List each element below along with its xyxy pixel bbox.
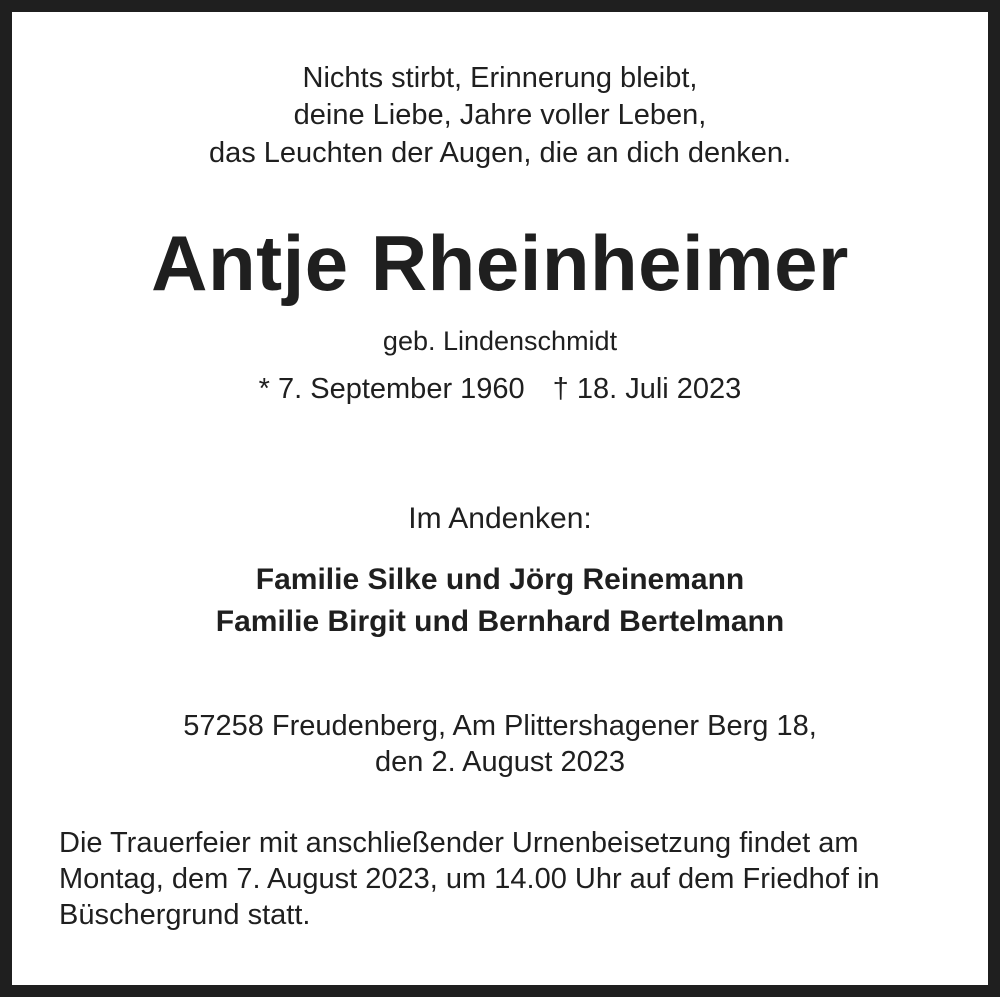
death-date: † 18. Juli 2023 xyxy=(552,373,742,405)
address-date: den 2. August 2023 xyxy=(375,746,625,778)
poem-line-3: das Leuchten der Augen, die an dich denken. xyxy=(208,137,792,169)
poem-line-1: Nichts stirbt, Erinnerung bleibt, xyxy=(302,62,698,94)
memory-heading: Im Andenken: xyxy=(408,502,592,535)
birth-date: * 7. September 1960 xyxy=(258,373,525,405)
poem-line-2: deine Liebe, Jahre voller Leben, xyxy=(293,99,707,131)
service-notice-line-1: Die Trauerfeier mit anschließender Urnenbeisetzung findet am xyxy=(59,827,859,859)
mourner-family-1: Familie Silke und Jörg Reinemann xyxy=(255,563,745,596)
service-notice-line-3: Büschergrund statt. xyxy=(59,899,311,931)
deceased-name: Antje Rheinheimer xyxy=(151,219,849,307)
mourner-family-2: Familie Birgit und Bernhard Bertelmann xyxy=(215,605,785,638)
service-notice-line-2: Montag, dem 7. August 2023, um 14.00 Uhr auf dem Friedhof in xyxy=(59,863,880,895)
service-notice xyxy=(59,825,959,933)
address-line-1: 57258 Freudenberg, Am Plittershagener Berg 18, xyxy=(183,710,817,742)
maiden-name: geb. Lindenschmidt xyxy=(382,326,618,356)
life-dates xyxy=(0,375,1000,404)
